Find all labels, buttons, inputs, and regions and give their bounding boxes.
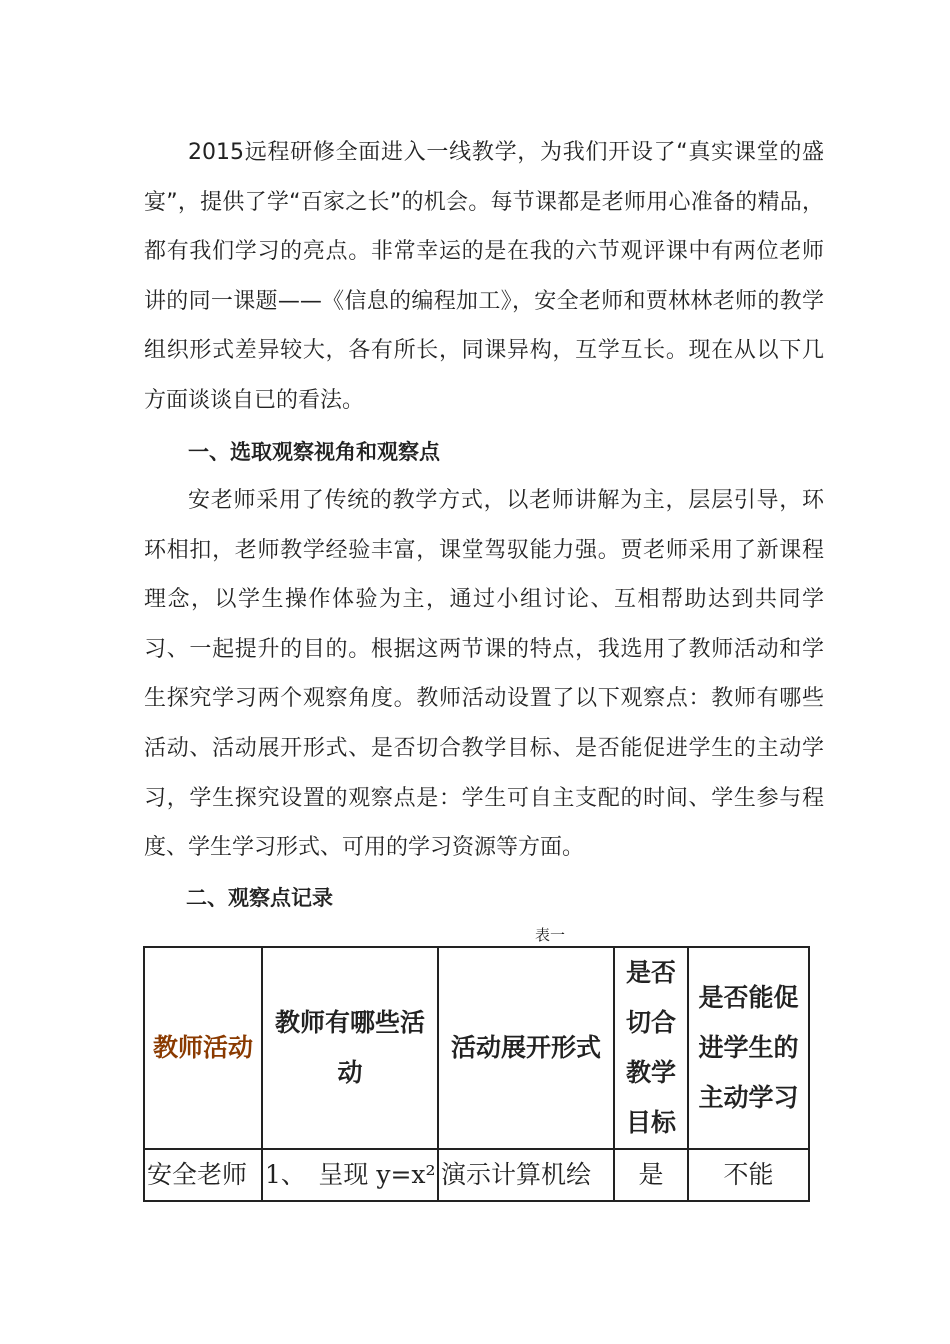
header-fits-goal: 是否切合教学目标	[614, 947, 688, 1149]
header-activity-form: 活动展开形式	[438, 947, 614, 1149]
intro-paragraph: 2015远程研修全面进入一线教学，为我们开设了“真实课堂的盛宴”，提供了学“百家之长”的机会。每节课都是老师用心准备的精品，都有我们学习的亮点。非常幸运的是在我的六节观评课中有两位老师讲的同一课题——《信息的编程加工》，安全老师和贾林林老师的教学组织形式差异较大，各有所长，同课异构，互学互长。现在从以下几方面谈谈自已的看法。	[144, 140, 824, 413]
table-caption: 表一	[534, 926, 565, 944]
intro-paragraph-block	[144, 128, 824, 426]
cell-promotes: 不能	[688, 1149, 809, 1201]
cell-activities: 1、 呈现 y=x²	[262, 1149, 438, 1201]
cell-form: 演示计算机绘	[438, 1149, 614, 1201]
section1-heading: 一、选取观察视角和观察点	[188, 440, 440, 464]
header-promotes-learning: 是否能促进学生的主动学习	[688, 947, 809, 1149]
header-what-activities: 教师有哪些活动	[262, 947, 438, 1149]
table-row	[144, 1149, 809, 1201]
cell-fits-goal: 是	[614, 1149, 688, 1201]
section1-paragraph-block	[144, 476, 824, 873]
observation-table	[143, 946, 810, 1202]
table-header-row	[144, 947, 809, 1149]
cell-teacher: 安全老师	[144, 1149, 262, 1201]
section2-heading: 二、观察点记录	[186, 886, 333, 910]
section1-paragraph: 安老师采用了传统的教学方式，以老师讲解为主，层层引导，环环相扣，老师教学经验丰富，课堂驾驭能力强。贾老师采用了新课程理念，以学生操作体验为主，通过小组讨论、互相帮助达到共同学习、一起提升的目的。根据这两节课的特点，我选用了教师活动和学生探究学习两个观察角度。教师活动设置了以下观察点：教师有哪些活动、活动展开形式、是否切合教学目标、是否能促进学生的主动学习，学生探究设置的观察点是：学生可自主支配的时间、学生参与程度、学生学习形式、可用的学习资源等方面。	[144, 488, 824, 861]
header-teacher-activity: 教师活动	[144, 947, 262, 1149]
